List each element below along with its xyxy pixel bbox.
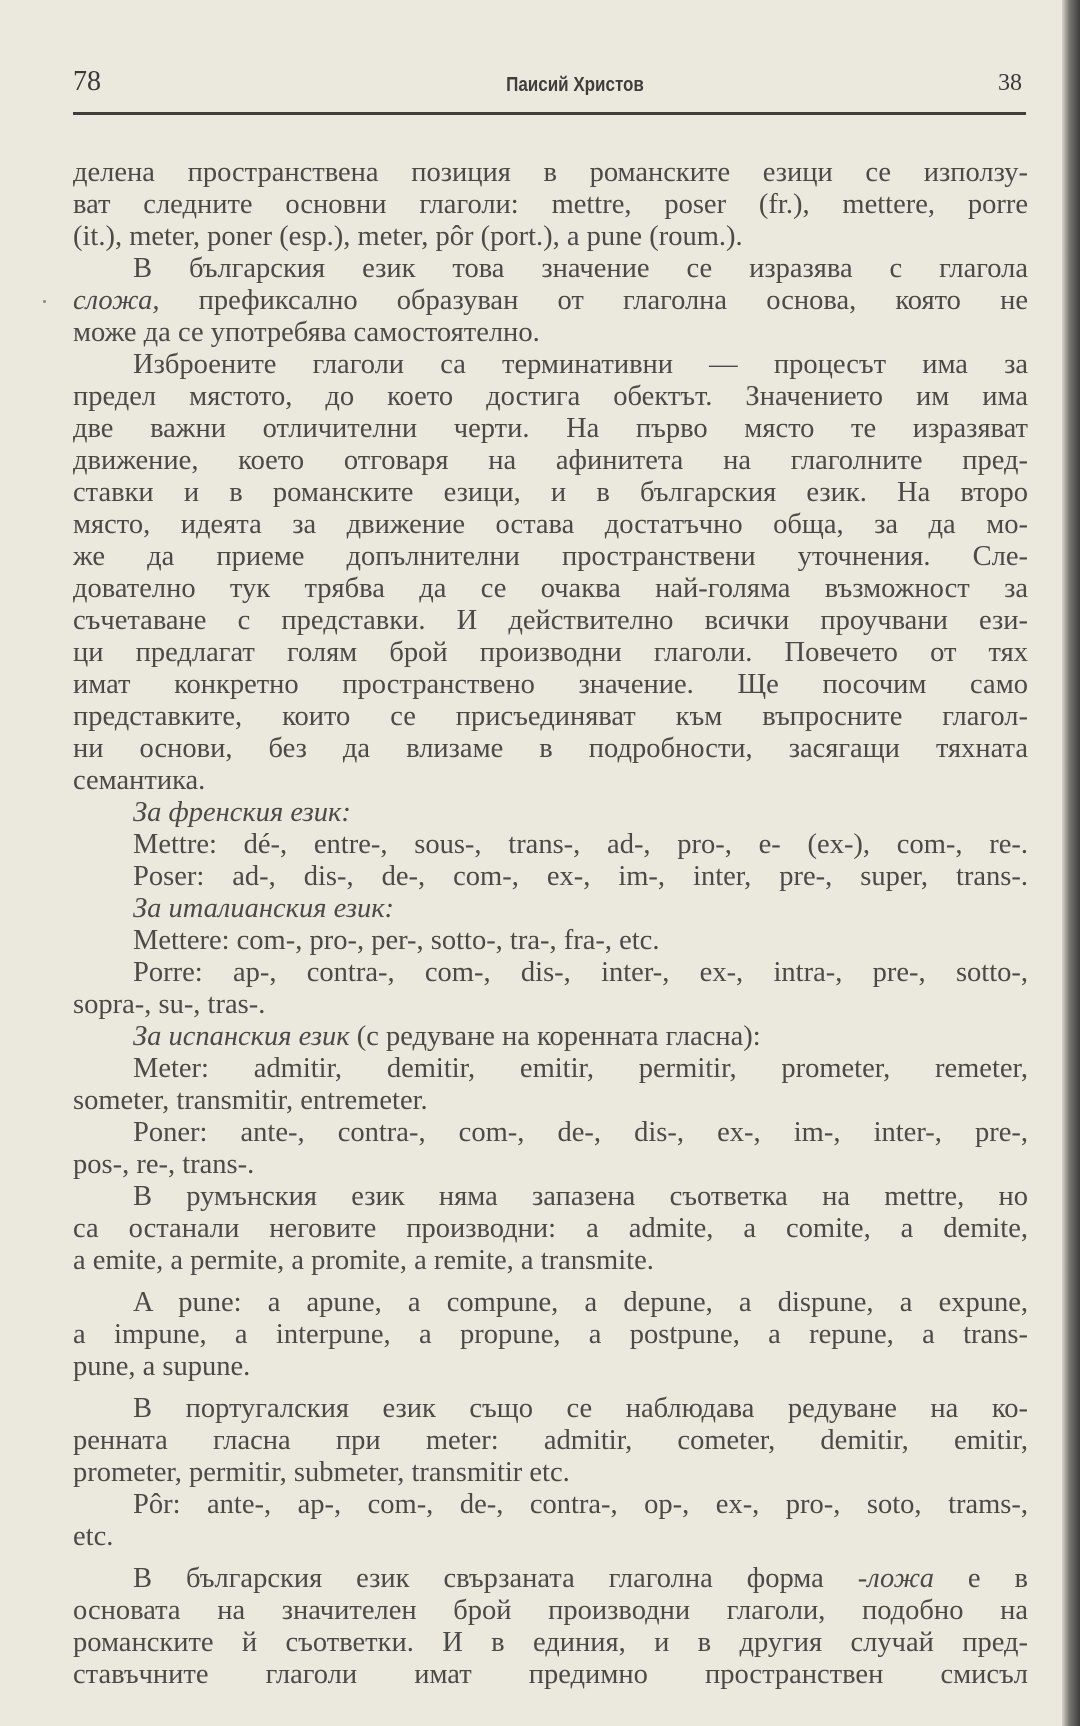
text-segment: е в xyxy=(933,1563,1028,1594)
text-line xyxy=(133,893,1028,925)
text-line xyxy=(73,157,1028,189)
text-segment: В португалския език също се наблюдава редуване на ко- xyxy=(133,1393,1028,1424)
text-segment: префиксално образуван от глаголна основа, която не xyxy=(159,285,1028,316)
text-line xyxy=(73,509,1028,541)
text-segment: две важни отличителни черти. На първо място те изразяват xyxy=(73,413,1028,444)
text-line xyxy=(73,381,1028,413)
book-spine-edge xyxy=(1062,0,1080,1726)
text-segment: съчетаване с представки. И действително всички проучвани ези- xyxy=(73,605,1028,636)
text-line xyxy=(73,669,1028,701)
text-line xyxy=(73,733,1028,765)
text-line xyxy=(73,189,1028,221)
text-line xyxy=(73,1319,1028,1351)
text-line xyxy=(73,285,1028,317)
text-line xyxy=(73,765,1028,797)
italic-text: За испанския език xyxy=(133,1021,350,1052)
text-segment: може да се употребява самостоятелно. xyxy=(73,317,540,348)
page-number: 78 xyxy=(73,66,101,97)
text-line xyxy=(73,477,1028,509)
text-segment: Pôr: ante-, ap-, com-, de-, contra-, op-, ex-, pro-, soto, trams-, xyxy=(133,1489,1028,1520)
text-segment: Изброените глаголи са терминативни — процесът има за xyxy=(133,349,1028,380)
text-line xyxy=(73,1149,1028,1181)
text-line xyxy=(73,989,1028,1021)
text-segment: ставъчните глаголи имат предимно пространствен смисъл xyxy=(73,1659,1028,1690)
text-line xyxy=(73,413,1028,445)
text-segment: Mettere: com-, pro-, per-, sotto-, tra-, fra-, etc. xyxy=(133,925,660,956)
text-line xyxy=(73,1351,1028,1383)
text-line xyxy=(133,1021,1028,1053)
text-segment: предел мястото, до което достига обектът. Значението им има xyxy=(73,381,1028,412)
text-line xyxy=(133,349,1028,381)
text-segment: A pune: a apune, a compune, a depune, a dispune, a expune, xyxy=(133,1287,1028,1318)
text-segment: място, идеята за движение остава достатъчно обща, за да мо- xyxy=(73,509,1028,540)
text-segment: В българския език свързаната глаголна форма xyxy=(133,1563,858,1594)
text-segment: ренната гласна при meter: admitir, cometer, demitir, emitir, xyxy=(73,1425,1028,1456)
text-segment: prometer, permitir, submeter, transmitir etc. xyxy=(73,1457,570,1488)
text-segment: ни основи, без да влизаме в подробности, засягащи тяхната xyxy=(73,733,1028,764)
italic-text: За френския език: xyxy=(133,797,351,828)
text-line xyxy=(133,957,1028,989)
text-segment: someter, transmitir, entremeter. xyxy=(73,1085,428,1116)
text-segment: движение, което отговаря на афинитета на глаголните пред- xyxy=(73,445,1028,476)
text-segment: a impune, a interpune, a propune, a postpune, a repune, a trans- xyxy=(73,1319,1028,1350)
text-segment: a emite, a permite, a promite, a remite, a transmite. xyxy=(73,1245,654,1276)
text-line xyxy=(73,1595,1028,1627)
text-segment: дователно тук трябва да се очаква най-голяма възможност за xyxy=(73,573,1028,604)
text-line xyxy=(73,1213,1028,1245)
text-segment: etc. xyxy=(73,1521,114,1552)
text-line xyxy=(133,1287,1028,1319)
text-line xyxy=(73,637,1028,669)
text-segment: са останали неговите производни: a admite, a comite, a demite, xyxy=(73,1213,1028,1244)
text-segment: делена пространствена позиция в романските езици се използу- xyxy=(73,157,1028,188)
text-line xyxy=(133,1117,1028,1149)
text-segment: В българския език това значение се изразява с глагола xyxy=(133,253,1028,284)
text-line xyxy=(133,253,1028,285)
text-segment: имат конкретно пространствено значение. Ще посочим само xyxy=(73,669,1028,700)
text-line xyxy=(73,1521,1028,1553)
italic-text: За италианския език: xyxy=(133,893,395,924)
text-line xyxy=(73,573,1028,605)
text-segment: Poner: ante-, contra-, com-, de-, dis-, ex-, im-, inter-, pre-, xyxy=(133,1117,1028,1148)
text-segment: Mettre: dé-, entre-, sous-, trans-, ad-, pro-, e- (ex-), com-, re-. xyxy=(133,829,1028,860)
text-line xyxy=(133,1181,1028,1213)
text-line xyxy=(133,797,1028,829)
text-segment: представките, които се присъединяват към въпросните глагол- xyxy=(73,701,1028,732)
scan-speck xyxy=(43,300,46,303)
text-line xyxy=(133,1053,1028,1085)
text-segment: ставки и в романските езици, и в българския език. На второ xyxy=(73,477,1028,508)
running-header-author: Паисий Христов xyxy=(506,74,644,96)
text-segment: ци предлагат голям брой производни глаголи. Повечето от тях xyxy=(73,637,1028,668)
text-segment: же да приеме допълнителни пространствени уточнения. Сле- xyxy=(73,541,1028,572)
text-line xyxy=(133,1393,1028,1425)
text-segment: pos-, re-, trans-. xyxy=(73,1149,255,1180)
text-line xyxy=(133,829,1028,861)
header-rule xyxy=(73,112,1026,115)
text-line xyxy=(133,861,1028,893)
text-segment: романските й съответки. И в единия, и в другия случай пред- xyxy=(73,1627,1028,1658)
text-line xyxy=(133,1563,1028,1595)
italic-text: сложа, xyxy=(73,285,160,316)
text-line xyxy=(73,317,1028,349)
text-segment: основата на значителен брой производни глаголи, подобно на xyxy=(73,1595,1028,1626)
text-line xyxy=(73,1659,1028,1691)
text-line xyxy=(73,1627,1028,1659)
text-line xyxy=(73,1457,1028,1489)
text-line xyxy=(73,1425,1028,1457)
text-line xyxy=(73,605,1028,637)
text-segment: pune, a supune. xyxy=(73,1351,251,1382)
text-segment: (it.), meter, poner (esp.), meter, pôr (port.), a pune (roum.). xyxy=(73,221,743,252)
text-line xyxy=(73,541,1028,573)
text-segment: Poser: ad-, dis-, de-, com-, ex-, im-, inter, pre-, super, trans-. xyxy=(133,861,1028,892)
text-line xyxy=(73,445,1028,477)
italic-text: -ложа xyxy=(857,1563,934,1594)
text-segment: Meter: admitir, demitir, emitir, permitir, prometer, remeter, xyxy=(133,1053,1028,1084)
text-line xyxy=(133,925,1028,957)
text-line xyxy=(73,1085,1028,1117)
text-segment: ват следните основни глаголи: mettre, poser (fr.), mettere, porre xyxy=(73,189,1028,220)
text-segment: семантика. xyxy=(73,765,206,796)
folio-number: 38 xyxy=(998,70,1022,96)
text-line xyxy=(73,221,1028,253)
text-segment: (с редуване на коренната гласна): xyxy=(349,1021,761,1052)
text-segment: Porre: ap-, contra-, com-, dis-, inter-, ex-, intra-, pre-, sotto-, xyxy=(133,957,1028,988)
text-segment: sopra-, su-, tras-. xyxy=(73,989,266,1020)
text-line xyxy=(73,1245,1028,1277)
text-segment: В румънския език няма запазена съответка на mettre, но xyxy=(133,1181,1028,1212)
text-line xyxy=(73,701,1028,733)
text-line xyxy=(133,1489,1028,1521)
